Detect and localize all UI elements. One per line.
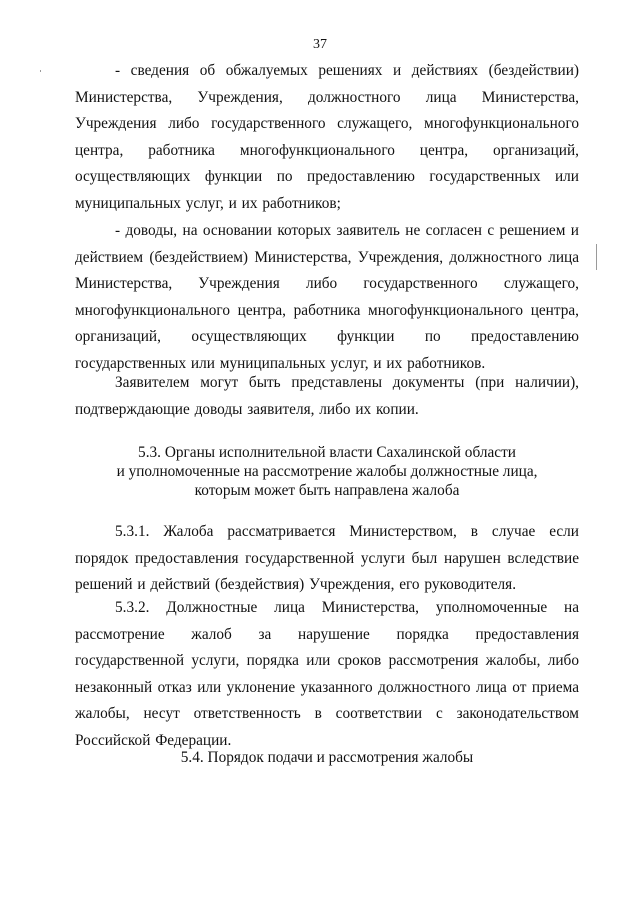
paragraph-applicant-arguments: - доводы, на основании которых заявитель не согласен с решением и действием (бездействием) Министерства, Учреждения, должностного лица Министерства, Учреждения либо государственного служащего, многофункционального центра, работника многофункционального центра, организаций, осуществляющих функции по предоставлению государственных или муниципальных услуг, и их работников. [75, 222, 579, 372]
heading-line: которым может быть направлена жалоба [194, 482, 460, 499]
heading-line: и уполномоченные на рассмотрение жалобы должностные лица, [116, 463, 538, 480]
paragraph-5-3-1: 5.3.1. Жалоба рассматривается Министерством, в случае если порядок предоставления государственной услуги был нарушен вследствие решений и действий (бездействия) Учреждения, его руководителя. [75, 523, 579, 594]
section-heading-5-4: 5.4. Порядок подачи и рассмотрения жалобы [180, 749, 474, 766]
paragraph-5-3-2: 5.3.2. Должностные лица Министерства, уполномоченные на рассмотрение жалоб за нарушение порядка предоставления государственной услуги, порядка или сроков рассмотрения жалобы, либо незаконный отказ или уклонение указанного должностного лица от приема жалобы, несут ответственность в соответствии с законодательством Российской Федерации. [75, 599, 579, 749]
page-number: 37 [313, 37, 327, 52]
scan-mark [40, 70, 41, 72]
heading-line: 5.3. Органы исполнительной власти Сахалинской области [138, 444, 516, 461]
paragraph-appeal-details: - сведения об обжалуемых решениях и действиях (бездействии) Министерства, Учреждения, должностного лица Министерства, Учреждения либо государственного служащего, многофункционального центра, работника многофункционального центра, организаций, осуществляющих функции по предоставлению государственных или муниципальных услуг, и их работников; [75, 62, 579, 212]
paragraph-supporting-documents: Заявителем могут быть представлены документы (при наличии), подтверждающие доводы заявителя, либо их копии. [75, 374, 579, 418]
section-heading-5-3 [75, 443, 579, 500]
scan-mark [596, 244, 597, 270]
